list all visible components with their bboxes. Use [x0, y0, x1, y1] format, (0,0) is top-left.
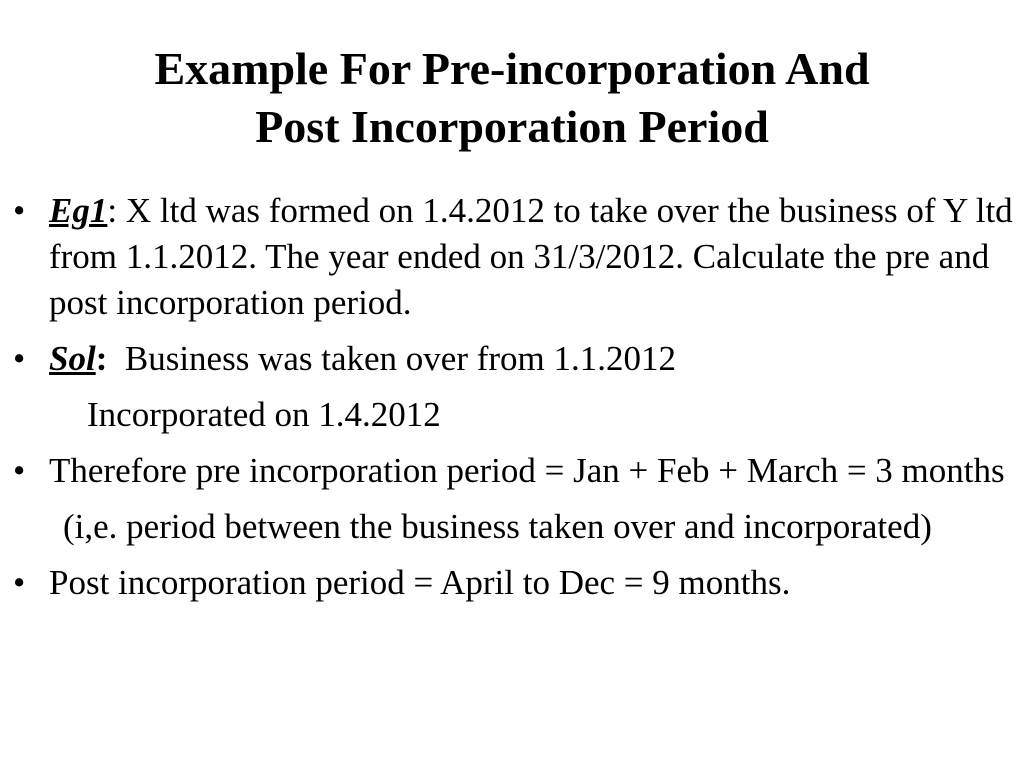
- example-text: X ltd was formed on 1.4.2012 to take over the business of Y ltd from 1.1.2012. The year ended on 31/3/2012. Calculate the pre and post incorporation period.: [49, 191, 1013, 322]
- bullet-example: [0, 188, 1024, 326]
- pre-period-text: Therefore pre incorporation period = Jan + Feb + March = 3 months: [49, 451, 1005, 490]
- solution-continuation: [0, 392, 1024, 438]
- bullet-pre-period: [0, 448, 1024, 494]
- bullet-list: [0, 188, 1024, 606]
- bullet-post-period: [0, 560, 1024, 606]
- slide-title: [0, 40, 1024, 156]
- slide-title-line-1: Example For Pre-incorporation And: [154, 43, 870, 94]
- solution-separator: :: [95, 339, 108, 378]
- solution-label: Sol: [49, 339, 96, 378]
- bullet-solution: [0, 336, 1024, 382]
- solution-line-2: Incorporated on 1.4.2012: [87, 395, 441, 434]
- slide-title-line-2: Post Incorporation Period: [255, 101, 769, 152]
- example-separator: :: [107, 191, 126, 230]
- solution-text: Business was taken over from 1.1.2012: [124, 339, 677, 378]
- post-period-text: Post incorporation period = April to Dec = 9 months.: [49, 563, 791, 602]
- example-label: Eg1: [49, 191, 108, 230]
- pre-period-note-text: (i,e. period between the business taken over and incorporated): [63, 507, 932, 546]
- pre-period-note: [0, 504, 1024, 550]
